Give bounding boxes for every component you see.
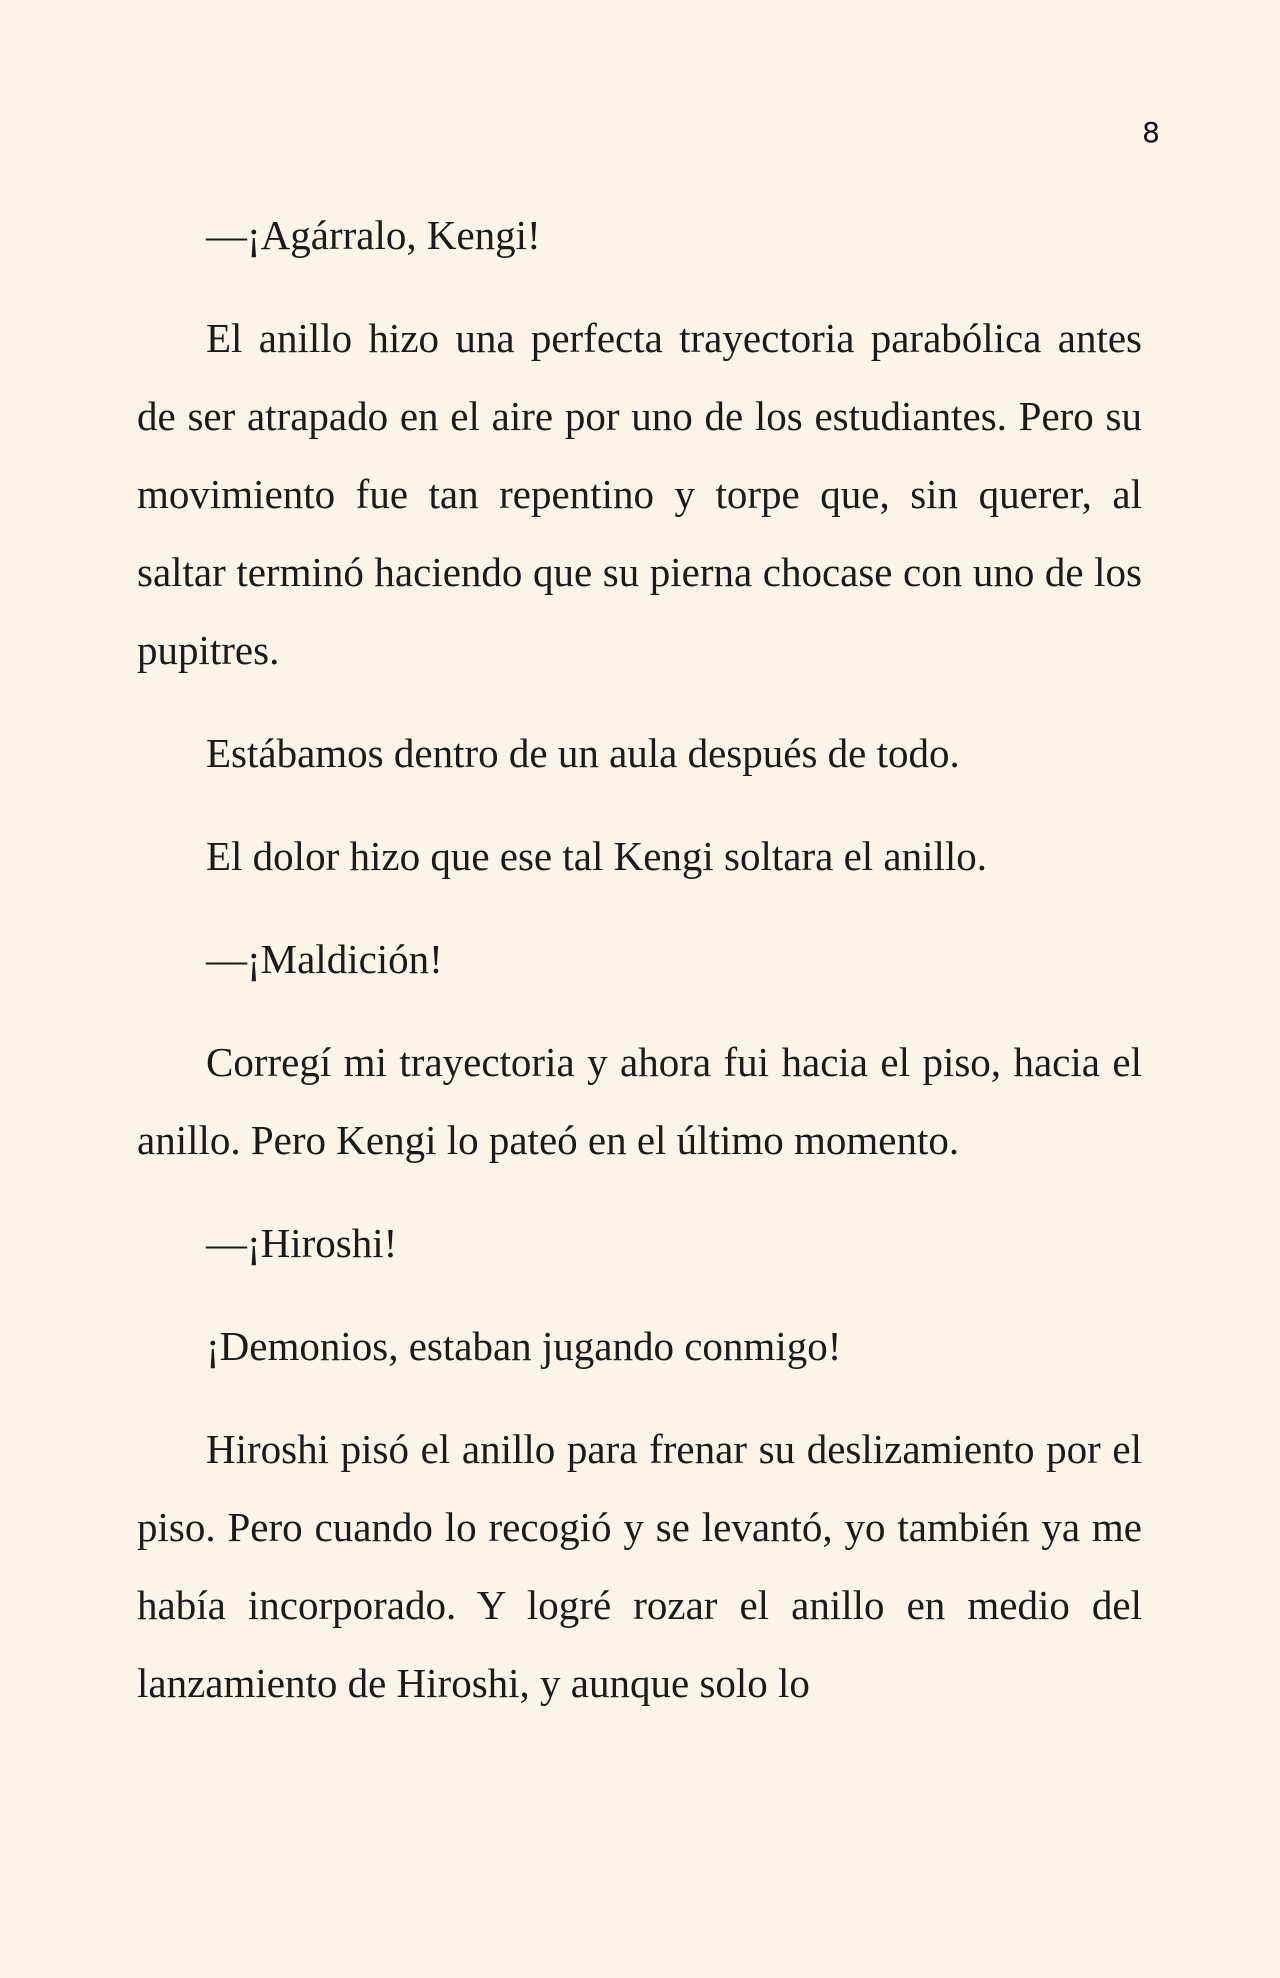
page-number: 8 — [1142, 116, 1160, 149]
page-body-text — [137, 196, 1142, 1747]
paragraph-dialogue-hiroshi: —¡Hiroshi! — [206, 1220, 398, 1266]
paragraph-demonios: ¡Demonios, estaban jugando conmigo! — [206, 1323, 842, 1369]
paragraph-dialogue-agarralo: —¡Agárralo, Kengi! — [206, 212, 541, 258]
paragraph-corrected-trajectory: Corregí mi trayectoria y ahora fui hacia el piso, hacia el anillo. Pero Kengi lo pateó en el último momento. — [137, 1039, 1142, 1163]
paragraph-dialogue-maldicion: —¡Maldición! — [206, 936, 443, 982]
paragraph-classroom: Estábamos dentro de un aula después de todo. — [206, 730, 960, 776]
paragraph-ring-trajectory: El anillo hizo una perfecta trayectoria parabólica antes de ser atrapado en el aire por uno de los estudiantes. Pero su movimiento fue tan repentino y torpe que, sin querer, al saltar terminó haciendo que su pierna chocase con uno de los pupitres. — [137, 315, 1142, 673]
paragraph-hiroshi-stepped: Hiroshi pisó el anillo para frenar su deslizamiento por el piso. Pero cuando lo recogió y se levantó, yo también ya me había incorporado. Y logré rozar el anillo en medio del lanzamiento de Hiroshi, y aunque solo lo — [137, 1426, 1142, 1706]
paragraph-pain: El dolor hizo que ese tal Kengi soltara el anillo. — [206, 833, 988, 879]
